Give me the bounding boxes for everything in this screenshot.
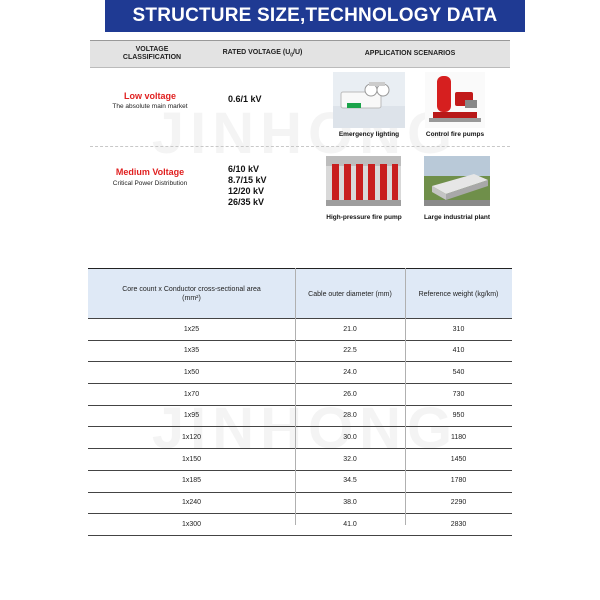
cell-core-count: 1x25 [183,325,200,333]
column-divider [405,268,406,525]
cell-outer-diameter: 24.0 [343,368,357,376]
cell-reference-weight: 310 [452,325,465,333]
application-table-header [90,40,510,68]
header-core-count: Core count x Conductor cross-sectional area (mm²) [122,286,261,302]
cell-core-count: 1x300 [181,520,202,528]
cell-core-count: 1x120 [181,433,202,441]
cell-reference-weight: 540 [452,368,465,376]
cell-reference-weight: 1450 [450,455,467,463]
cell-core-count: 1x70 [183,390,200,398]
cell-core-count: 1x50 [183,368,200,376]
cell-core-count: 1x185 [181,477,202,485]
spec-table-header [88,268,512,319]
table-row [88,361,512,383]
voltage-rating: 12/20 kV [228,186,265,196]
cell-core-count: 1x95 [183,412,200,420]
voltage-rating: 26/35 kV [228,197,265,207]
voltage-rating: 8.7/15 kV [228,175,267,185]
cell-reference-weight: 2290 [450,499,467,506]
table-row [88,513,512,536]
cell-outer-diameter: 28.0 [343,412,357,420]
low-voltage-title: Low voltage [123,91,176,101]
table-row [88,318,512,340]
cell-outer-diameter: 30.0 [343,433,357,441]
cell-reference-weight: 1780 [450,477,467,485]
high-pressure-fire-pump-image [326,156,401,206]
spec-table-body [88,318,512,536]
header-rated-voltage-tail: /U) [293,48,303,56]
caption-control-fire-pumps: Control fire pumps [425,131,485,138]
table-row [88,405,512,427]
cell-outer-diameter: 34.5 [343,477,357,485]
header-rated-voltage [215,41,310,67]
table-row [88,470,512,492]
cell-outer-diameter: 21.0 [343,325,357,333]
header-rated-voltage-subscript: 0 [290,52,294,59]
cell-reference-weight: 410 [452,347,465,355]
cell-reference-weight: 730 [452,390,465,398]
cell-reference-weight: 1180 [450,433,467,441]
cell-core-count: 1x240 [181,499,202,506]
large-industrial-plant-image [424,156,490,206]
header-reference-weight: Reference weight (kg/km) [418,290,499,298]
cell-outer-diameter: 41.0 [343,520,357,528]
medium-voltage-ratings [228,164,267,208]
cell-core-count: 1x150 [181,455,202,463]
table-row [88,448,512,470]
cell-outer-diameter: 32.0 [343,455,357,463]
row-divider [90,146,510,147]
table-row [88,383,512,405]
cell-reference-weight: 2830 [450,520,467,528]
caption-large-industrial-plant: Large industrial plant [423,214,491,221]
voltage-rating: 6/10 kV [228,164,260,174]
medium-voltage-subtitle: Critical Power Distribution [112,180,188,187]
table-row [88,340,512,362]
low-voltage-subtitle: The absolute main market [112,103,188,110]
page-title-banner: STRUCTURE SIZE,TECHNOLOGY DATA [105,0,525,32]
caption-emergency-lighting: Emergency lighting [338,131,400,138]
control-fire-pumps-image [425,72,485,128]
low-voltage-rating: 0.6/1 kV [228,94,262,104]
header-outer-diameter: Cable outer diameter (mm) [308,290,392,298]
cell-outer-diameter: 22.5 [343,347,357,355]
header-application-scenarios: APPLICATION SCENARIOS [364,50,456,57]
cell-reference-weight: 950 [452,412,465,420]
cell-core-count: 1x35 [183,347,200,355]
medium-voltage-title: Medium Voltage [115,167,185,177]
cell-outer-diameter: 26.0 [343,390,357,398]
table-row [88,426,512,448]
emergency-lighting-image [333,72,405,128]
header-voltage-classification: VOLTAGE CLASSIFICATION [122,46,182,61]
caption-high-pressure-fire-pump: High-pressure fire pump [326,214,402,221]
table-row [88,492,512,514]
cell-outer-diameter: 38.0 [343,499,357,506]
column-divider [295,268,296,525]
header-rated-voltage-text: RATED VOLTAGE (U [222,48,291,56]
